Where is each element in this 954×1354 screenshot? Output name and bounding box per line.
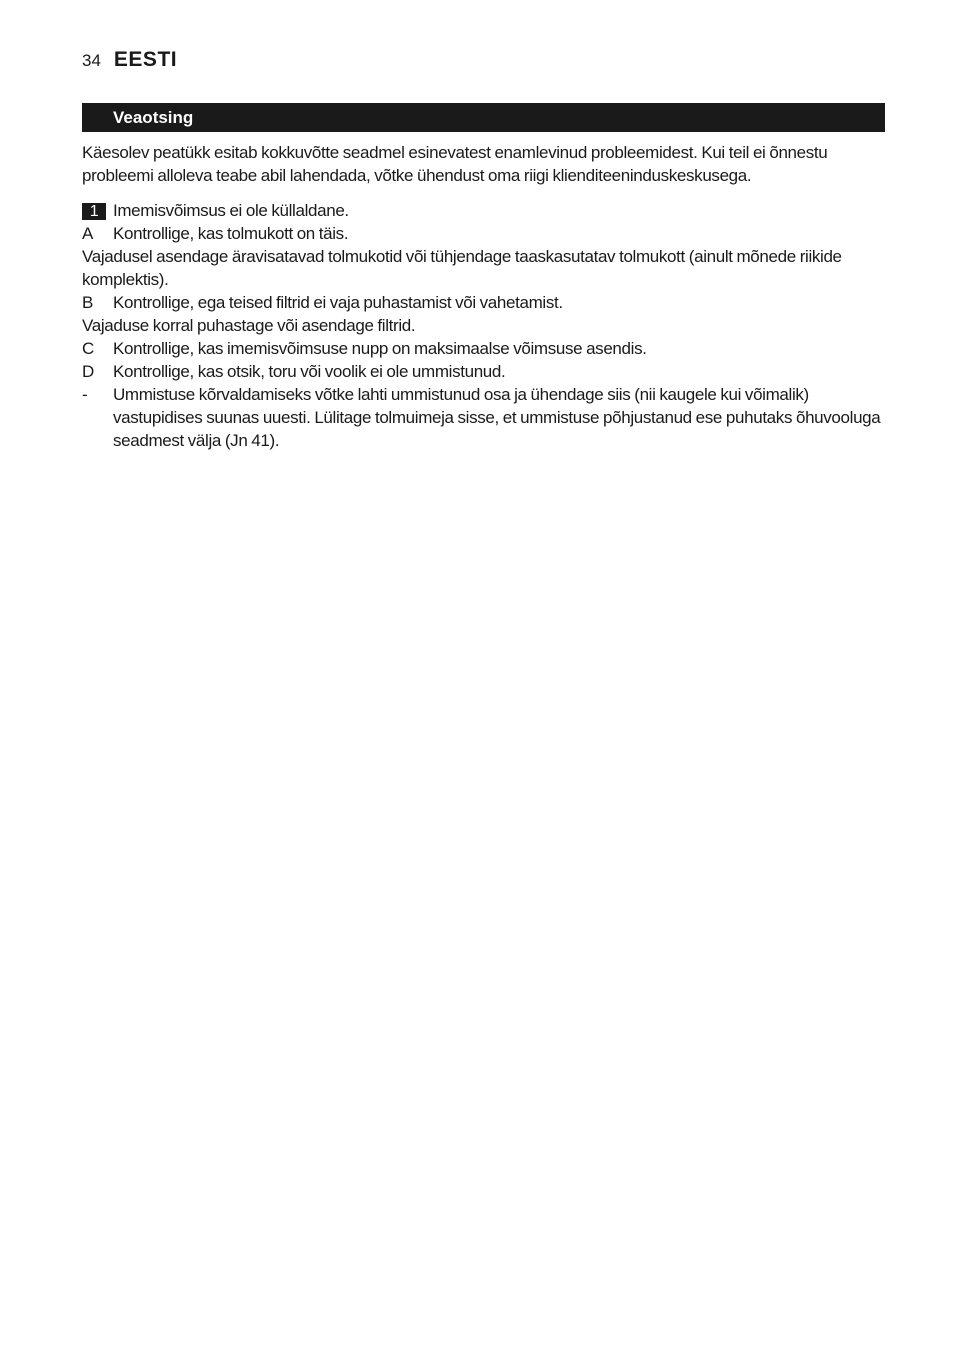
page-number: 34: [82, 51, 101, 70]
check-item-d: [82, 360, 892, 383]
check-letter: B: [82, 293, 93, 312]
problem-number-marker: [82, 199, 113, 222]
problem-number: 1: [82, 203, 106, 220]
page-header: [82, 48, 177, 72]
check-text: Kontrollige, kas imemisvõimsuse nupp on maksimaalse võimsuse asendis.: [113, 339, 647, 358]
document-body: [82, 141, 892, 452]
problem-title: Imemisvõimsus ei ole küllaldane.: [113, 201, 349, 220]
check-text: Kontrollige, ega teised filtrid ei vaja puhastamist või vahetamist.: [113, 293, 563, 312]
section-title: Veaotsing: [113, 108, 194, 127]
bullet-marker: -: [82, 385, 88, 404]
check-item-c: [82, 337, 892, 360]
check-item-b: [82, 291, 892, 314]
check-item-a: [82, 222, 892, 245]
problem-heading: [82, 199, 892, 222]
check-letter: A: [82, 224, 93, 243]
check-letter: D: [82, 362, 94, 381]
check-text: Kontrollige, kas tolmukott on täis.: [113, 224, 349, 243]
check-text: Kontrollige, kas otsik, toru või voolik ei ole ummistunud.: [113, 362, 506, 381]
intro-paragraph: Käesolev peatükk esitab kokkuvõtte seadmel esinevatest enamlevinud probleemidest. Kui teil ei õnnestu probleemi alloleva teabe abil lahendada, võtke ühendust oma riigi klienditeeninduskeskusega.: [82, 143, 828, 185]
check-note-a: Vajadusel asendage äravisatavad tolmukotid või tühjendage taaskasutatav tolmukott (ainult mõnede riikide komplektis).: [82, 247, 842, 289]
bullet-item: [82, 383, 892, 452]
bullet-text: Ummistuse kõrvaldamiseks võtke lahti ummistunud osa ja ühendage siis (nii kaugele kui võimalik) vastupidises suunas uuesti. Lülitage tolmuimeja sisse, et ummistuse põhjustanud ese puhutaks õhuvooluga seadmest välja (Jn 41).: [113, 385, 881, 450]
language-heading: EESTI: [113, 48, 178, 71]
check-letter: C: [82, 339, 94, 358]
section-title-bar: [82, 103, 885, 132]
check-note-b: Vajaduse korral puhastage või asendage filtrid.: [82, 316, 416, 335]
